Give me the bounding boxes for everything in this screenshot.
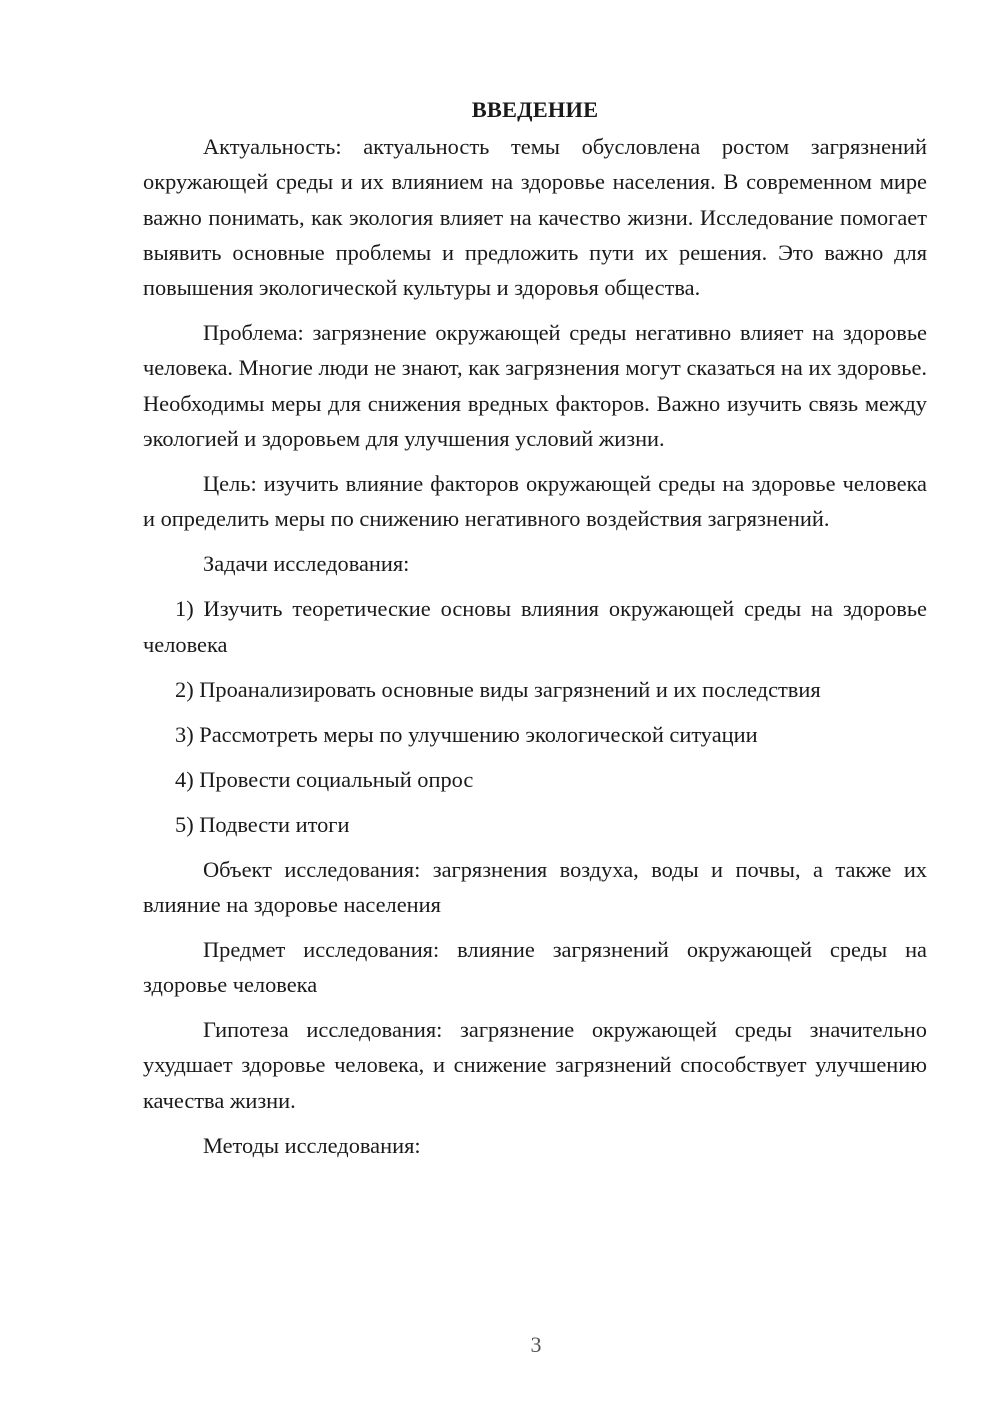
- document-page: [143, 92, 927, 1173]
- list-item: 1) Изучить теоретические основы влияния окружающей среды на здоровье человека: [143, 596, 927, 657]
- list-item: 3) Рассмотреть меры по улучшению экологической ситуации: [175, 721, 758, 747]
- paragraph-subject: Предмет исследования: влияние загрязнений окружающей среды на здоровье человека: [143, 936, 927, 998]
- list-item: 5) Подвести итоги: [175, 811, 350, 837]
- list-item: 2) Проанализировать основные виды загрязнений и их последствия: [175, 676, 821, 702]
- paragraph-problem: Проблема: загрязнение окружающей среды негативно влияет на здоровье человека. Многие люди не знают, как загрязнения могут сказаться на их здоровье. Необходимы меры для снижения вредных факторов. Важно изучить связь между экологией и здоровьем для улучшения условий жизни.: [143, 320, 927, 452]
- paragraph-goal: Цель: изучить влияние факторов окружающей среды на здоровье человека и определить меры по снижению негативного воздействия загрязнений.: [143, 471, 927, 532]
- tasks-title: Задачи исследования:: [203, 551, 410, 577]
- tasks-list: [143, 591, 927, 842]
- paragraph-hypothesis: Гипотеза исследования: загрязнение окружающей среды значительно ухудшает здоровье человека, и снижение загрязнений способствует улучшению качества жизни.: [143, 1017, 927, 1113]
- list-item: 4) Провести социальный опрос: [175, 766, 474, 792]
- paragraph-object: Объект исследования: загрязнения воздуха, воды и почвы, а также их влияние на здоровье населения: [143, 856, 927, 917]
- page-title: ВВЕДЕНИЕ: [471, 97, 599, 122]
- paragraph-relevance: Актуальность: актуальность темы обусловлена ростом загрязнений окружающей среды и их влиянием на здоровье населения. В современном мире важно понимать, как экология влияет на качество жизни. Исследование помогает выявить основные проблемы и предложить пути их решения. Это важно для повышения экологической культуры и здоровья общества.: [143, 134, 927, 301]
- page-number: 3: [530, 1332, 542, 1357]
- methods-title: Методы исследования:: [203, 1132, 421, 1158]
